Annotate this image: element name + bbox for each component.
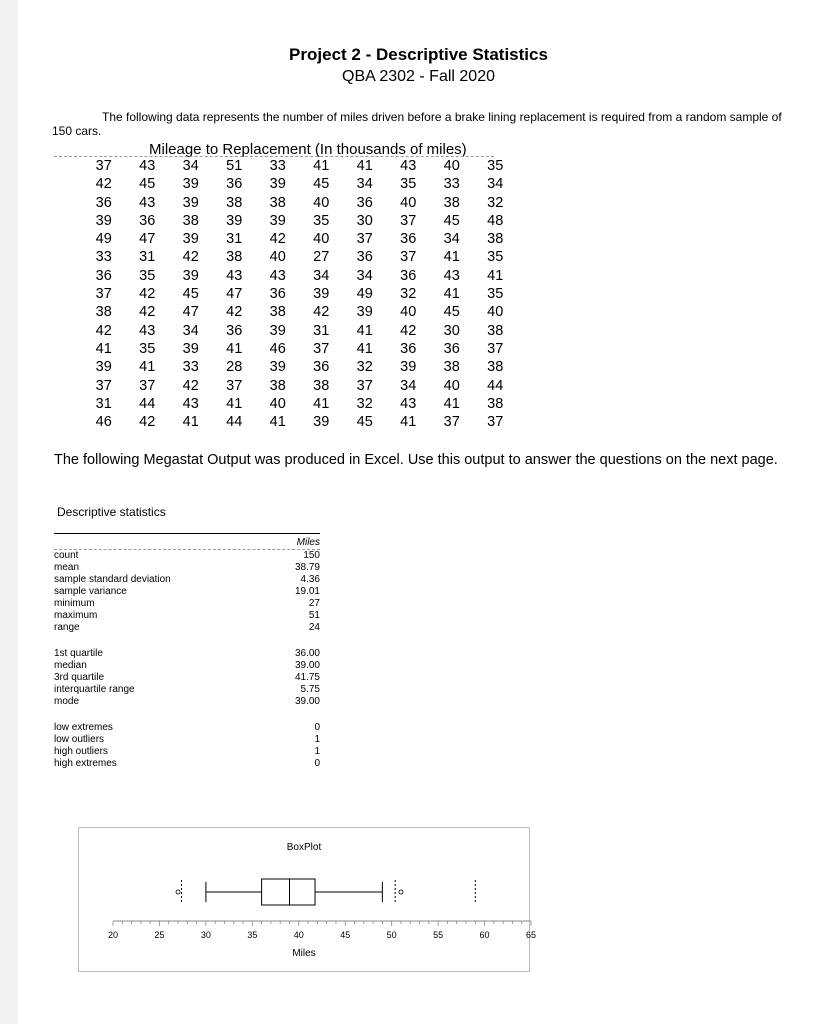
- project-title: Project 2 - Descriptive Statistics: [289, 45, 548, 64]
- table-cell: 41: [443, 286, 460, 303]
- table-cell: 39: [95, 212, 112, 229]
- table-cell: 40: [269, 395, 286, 412]
- table-cell: 43: [139, 194, 156, 211]
- table-cell: 34: [443, 231, 460, 248]
- table-cell: 41: [443, 395, 460, 412]
- table-cell: 41: [313, 395, 330, 412]
- table-cell: 39: [269, 359, 286, 376]
- outlier-point: [176, 890, 180, 894]
- table-row: [82, 194, 517, 212]
- table-cell: 37: [443, 414, 460, 431]
- tick-label: 50: [386, 930, 397, 940]
- stat-row: [54, 586, 320, 598]
- stat-label: maximum: [54, 610, 98, 621]
- megastat-note: The following Megastat Output was produced in Excel. Use this output to answer the questions on the next page.: [54, 452, 778, 468]
- stat-value: 38.79: [294, 562, 320, 573]
- table-cell: 42: [400, 322, 417, 339]
- stats-top-rule: [54, 533, 320, 534]
- tick-label: 30: [200, 930, 211, 940]
- table-cell: 36: [443, 340, 460, 357]
- table-cell: 45: [182, 286, 199, 303]
- table-cell: 38: [269, 304, 286, 321]
- table-cell: 41: [356, 340, 373, 357]
- table-cell: 37: [95, 286, 112, 303]
- stat-label: interquartile range: [54, 684, 135, 695]
- table-cell: 39: [182, 340, 199, 357]
- table-row: [82, 413, 517, 431]
- stats-group-outliers: [54, 722, 320, 770]
- table-cell: 48: [487, 212, 504, 229]
- table-cell: 27: [313, 249, 330, 266]
- table-cell: 46: [269, 340, 286, 357]
- table-cell: 49: [95, 231, 112, 248]
- table-cell: 49: [356, 286, 373, 303]
- table-cell: 38: [226, 194, 243, 211]
- table-cell: 36: [139, 212, 156, 229]
- table-cell: 41: [356, 158, 373, 174]
- table-cell: 39: [269, 322, 286, 339]
- table-cell: 35: [139, 267, 156, 284]
- table-cell: 36: [95, 194, 112, 211]
- table-cell: 41: [139, 359, 156, 376]
- table-cell: 38: [269, 377, 286, 394]
- table-cell: 42: [182, 249, 199, 266]
- table-cell: 38: [487, 359, 504, 376]
- table-cell: 39: [400, 359, 417, 376]
- stat-label: sample standard deviation: [54, 574, 171, 585]
- table-cell: 43: [269, 267, 286, 284]
- table-cell: 37: [95, 158, 112, 174]
- stat-row: [54, 648, 320, 660]
- stat-value: 24: [308, 622, 320, 633]
- tick-label: 25: [154, 930, 165, 940]
- stat-row: [54, 696, 320, 708]
- table-cell: 36: [356, 249, 373, 266]
- stat-label: minimum: [54, 598, 95, 609]
- stat-value: 1: [314, 746, 320, 757]
- table-cell: 36: [313, 359, 330, 376]
- stats-title: Descriptive statistics: [57, 505, 166, 519]
- table-cell: 32: [487, 194, 504, 211]
- table-row: [82, 212, 517, 230]
- table-cell: 36: [400, 267, 417, 284]
- stat-value: 39.00: [294, 660, 320, 671]
- table-cell: 45: [313, 176, 330, 193]
- stat-label: low outliers: [54, 734, 105, 745]
- table-cell: 31: [226, 231, 243, 248]
- table-cell: 36: [226, 322, 243, 339]
- table-cell: 39: [269, 212, 286, 229]
- tick-label: 55: [433, 930, 444, 940]
- tick-label: 65: [525, 930, 537, 940]
- table-cell: 34: [356, 176, 373, 193]
- stats-group-summary: [54, 550, 320, 634]
- table-cell: 51: [226, 158, 243, 174]
- table-cell: 39: [356, 304, 373, 321]
- table-cell: 36: [356, 194, 373, 211]
- table-cell: 37: [487, 414, 504, 431]
- stat-label: mode: [54, 696, 80, 707]
- table-row: [82, 303, 517, 321]
- stat-label: count: [54, 550, 79, 561]
- table-row: [82, 230, 517, 248]
- table-row: [82, 285, 517, 303]
- stat-label: low extremes: [54, 722, 113, 733]
- stat-value: 0: [314, 722, 320, 733]
- table-cell: 46: [95, 414, 112, 431]
- mileage-data-table: [82, 157, 517, 431]
- table-cell: 32: [356, 359, 373, 376]
- table-cell: 41: [269, 414, 286, 431]
- table-cell: 40: [400, 194, 417, 211]
- table-row: [82, 395, 517, 413]
- table-cell: 44: [226, 414, 243, 431]
- table-cell: 28: [226, 359, 243, 376]
- table-cell: 34: [356, 267, 373, 284]
- stat-row: [54, 622, 320, 634]
- table-cell: 45: [139, 176, 156, 193]
- table-row: [82, 340, 517, 358]
- table-cell: 42: [139, 286, 156, 303]
- tick-label: 35: [247, 930, 258, 940]
- table-cell: 34: [400, 377, 417, 394]
- table-cell: 41: [313, 158, 330, 174]
- table-cell: 33: [269, 158, 286, 174]
- chart-title: BoxPlot: [286, 842, 322, 853]
- stat-row: [54, 722, 320, 734]
- table-cell: 31: [313, 322, 330, 339]
- table-cell: 37: [487, 340, 504, 357]
- table-cell: 45: [443, 304, 460, 321]
- stat-value: 51: [308, 610, 320, 621]
- table-cell: 42: [139, 414, 156, 431]
- table-cell: 42: [95, 322, 112, 339]
- table-cell: 37: [400, 212, 417, 229]
- stat-label: range: [54, 622, 80, 633]
- course-subtitle: QBA 2302 - Fall 2020: [342, 68, 495, 85]
- table-cell: 37: [95, 377, 112, 394]
- stat-row: [54, 734, 320, 746]
- table-cell: 39: [269, 176, 286, 193]
- stat-row: [54, 574, 320, 586]
- table-cell: 44: [139, 395, 156, 412]
- table-cell: 39: [313, 286, 330, 303]
- table-cell: 37: [313, 340, 330, 357]
- table-cell: 40: [487, 304, 504, 321]
- table-cell: 38: [487, 231, 504, 248]
- table-cell: 35: [139, 340, 156, 357]
- table-cell: 43: [139, 158, 156, 174]
- table-row: [82, 267, 517, 285]
- table-cell: 32: [356, 395, 373, 412]
- stat-value: 5.75: [300, 684, 320, 695]
- tick-label: 40: [293, 930, 304, 940]
- table-cell: 30: [356, 212, 373, 229]
- table-cell: 37: [400, 249, 417, 266]
- tick-label: 45: [340, 930, 351, 940]
- table-cell: 34: [487, 176, 504, 193]
- table-cell: 35: [400, 176, 417, 193]
- table-cell: 40: [269, 249, 286, 266]
- table-cell: 43: [182, 395, 199, 412]
- table-cell: 43: [400, 158, 417, 174]
- table-cell: 41: [182, 414, 199, 431]
- stats-table: [54, 533, 320, 770]
- stat-label: high outliers: [54, 746, 108, 757]
- table-cell: 33: [443, 176, 460, 193]
- table-row: [82, 377, 517, 395]
- table-cell: 39: [182, 194, 199, 211]
- table-cell: 39: [313, 414, 330, 431]
- table-cell: 37: [356, 231, 373, 248]
- table-cell: 37: [356, 377, 373, 394]
- stat-value: 19.01: [294, 586, 320, 597]
- table-cell: 37: [226, 377, 243, 394]
- stat-label: mean: [54, 562, 80, 573]
- table-cell: 35: [313, 212, 330, 229]
- x-axis-label: Miles: [292, 948, 316, 959]
- tick-label: 20: [107, 930, 119, 940]
- stat-row: [54, 672, 320, 684]
- table-cell: 33: [182, 359, 199, 376]
- table-cell: 45: [443, 212, 460, 229]
- table-cell: 31: [139, 249, 156, 266]
- table-cell: 36: [400, 340, 417, 357]
- table-cell: 30: [443, 322, 460, 339]
- table-cell: 36: [400, 231, 417, 248]
- table-cell: 38: [443, 194, 460, 211]
- intro-paragraph: The following data represents the number of miles driven before a brake lining replacement is required from a random sample of 150 cars.: [52, 110, 782, 138]
- stat-value: 150: [303, 550, 320, 561]
- stat-value: 36.00: [294, 648, 320, 659]
- table-cell: 42: [226, 304, 243, 321]
- table-cell: 33: [95, 249, 112, 266]
- table-cell: 42: [313, 304, 330, 321]
- stat-label: high extremes: [54, 758, 117, 769]
- stat-value: 1: [314, 734, 320, 745]
- table-cell: 45: [356, 414, 373, 431]
- stats-column-header: Miles: [296, 537, 320, 548]
- stat-value: 0: [314, 758, 320, 769]
- table-cell: 42: [139, 304, 156, 321]
- stat-value: 41.75: [294, 672, 320, 683]
- table-cell: 42: [182, 377, 199, 394]
- table-row: [82, 322, 517, 340]
- table-cell: 43: [400, 395, 417, 412]
- table-cell: 43: [226, 267, 243, 284]
- table-cell: 38: [269, 194, 286, 211]
- table-cell: 36: [226, 176, 243, 193]
- table-cell: 42: [269, 231, 286, 248]
- table-cell: 35: [487, 249, 504, 266]
- table-cell: 37: [139, 377, 156, 394]
- boxplot-chart: [78, 827, 537, 972]
- table-row: [82, 248, 517, 266]
- table-cell: 42: [95, 176, 112, 193]
- table-cell: 34: [313, 267, 330, 284]
- table-cell: 40: [400, 304, 417, 321]
- table-cell: 35: [487, 158, 504, 174]
- stat-row: [54, 746, 320, 758]
- table-cell: 36: [95, 267, 112, 284]
- stat-row: [54, 684, 320, 696]
- stat-label: sample variance: [54, 586, 127, 597]
- table-cell: 41: [443, 249, 460, 266]
- table-cell: 41: [487, 267, 504, 284]
- stat-value: 4.36: [300, 574, 320, 585]
- table-cell: 38: [182, 212, 199, 229]
- table-cell: 47: [226, 286, 243, 303]
- stat-value: 27: [308, 598, 320, 609]
- table-cell: 35: [487, 286, 504, 303]
- stat-row: [54, 758, 320, 770]
- table-cell: 36: [269, 286, 286, 303]
- table-cell: 43: [443, 267, 460, 284]
- table-cell: 43: [139, 322, 156, 339]
- table-cell: 39: [226, 212, 243, 229]
- stat-row: [54, 610, 320, 622]
- table-cell: 41: [400, 414, 417, 431]
- stat-row: [54, 660, 320, 672]
- table-cell: 39: [95, 359, 112, 376]
- table-cell: 34: [182, 158, 199, 174]
- table-row: [82, 175, 517, 193]
- boxplot-svg: [79, 828, 537, 971]
- tick-label: 60: [479, 930, 490, 940]
- table-cell: 40: [313, 194, 330, 211]
- table-cell: 47: [139, 231, 156, 248]
- table-row: [82, 358, 517, 376]
- table-cell: 41: [226, 395, 243, 412]
- stat-row: [54, 562, 320, 574]
- table-cell: 39: [182, 267, 199, 284]
- stats-group-quartiles: [54, 648, 320, 708]
- stat-label: median: [54, 660, 87, 671]
- stat-label: 3rd quartile: [54, 672, 105, 683]
- table-cell: 31: [95, 395, 112, 412]
- table-cell: 47: [182, 304, 199, 321]
- stat-row: [54, 598, 320, 610]
- stat-label: 1st quartile: [54, 648, 103, 659]
- table-cell: 39: [182, 176, 199, 193]
- table-cell: 38: [95, 304, 112, 321]
- stat-row: [54, 550, 320, 562]
- table-cell: 39: [182, 231, 199, 248]
- table-cell: 40: [443, 377, 460, 394]
- table-cell: 41: [356, 322, 373, 339]
- table-cell: 41: [226, 340, 243, 357]
- table-cell: 40: [443, 158, 460, 174]
- outlier-point: [399, 890, 403, 894]
- document-page: [18, 0, 819, 1024]
- table-cell: 32: [400, 286, 417, 303]
- data-table-heading: Mileage to Replacement (In thousands of miles): [149, 141, 467, 158]
- table-cell: 38: [226, 249, 243, 266]
- iqr-box: [262, 879, 315, 905]
- table-cell: 38: [487, 322, 504, 339]
- table-cell: 38: [443, 359, 460, 376]
- table-row: [82, 157, 517, 175]
- table-cell: 34: [182, 322, 199, 339]
- table-cell: 44: [487, 377, 504, 394]
- table-cell: 40: [313, 231, 330, 248]
- table-cell: 41: [95, 340, 112, 357]
- table-cell: 38: [313, 377, 330, 394]
- table-cell: 38: [487, 395, 504, 412]
- stat-value: 39.00: [294, 696, 320, 707]
